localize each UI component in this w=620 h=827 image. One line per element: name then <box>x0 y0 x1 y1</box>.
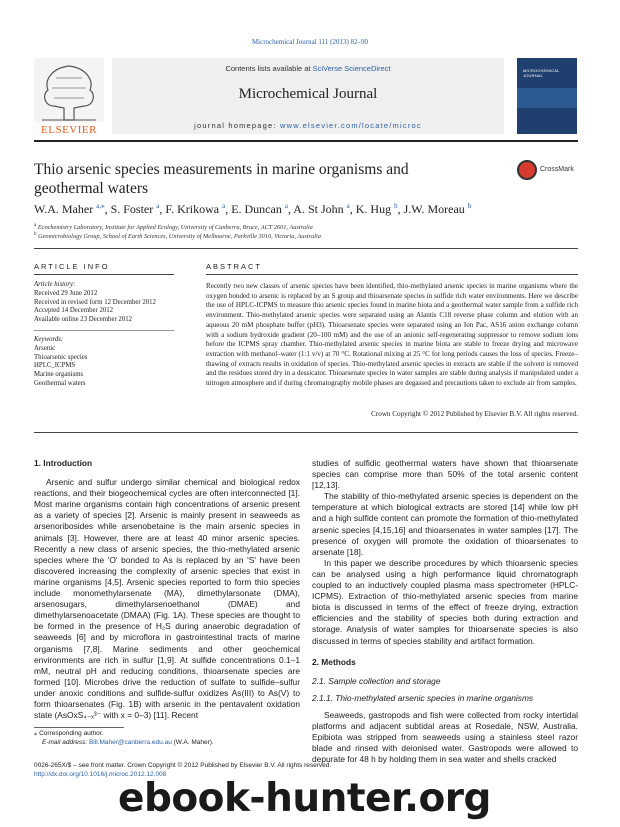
abstract-copyright: Crown Copyright © 2012 Published by Elsevier B.V. All rights reserved. <box>371 410 578 418</box>
article-history <box>34 281 174 325</box>
left-column <box>34 458 300 721</box>
article-info-rule <box>34 274 174 275</box>
cover-title: MICROCHEMICAL JOURNAL <box>523 68 560 78</box>
body-paragraph: Seaweeds, gastropods and fish were collected from rocky intertidal platforms and adjacent subtidal areas at Rosedale, NSW, Australia. Epibiota was stripped from seaweeds using a stainless steel razor blade and rinsed with deionised water. Gastropods were allowed to depurate for 48 h by holding them in sea water and shells cracked <box>312 709 578 765</box>
journal-cover-thumbnail <box>517 58 577 134</box>
author[interactable]: A. St John $^a$ <box>293 202 350 216</box>
history-item: Available online 23 December 2012 <box>34 316 133 324</box>
article-title: Thio arsenic species measurements in marine organisms and geothermal waters <box>34 161 409 197</box>
history-item: Received in revised form 12 December 2012 <box>34 298 156 306</box>
journal-homepage <box>112 121 504 130</box>
history-label: Article history: <box>34 281 76 288</box>
journal-reference[interactable]: Microchemical Journal 111 (2013) 82–90 <box>251 38 369 46</box>
issn-line: 0026-265X/$ – see front matter. Crown Copyright © 2012 Published by Elsevier B.V. All rights reserved. <box>34 762 332 769</box>
doi-link[interactable]: http://dx.doi.org/10.1016/j.microc.2012.12.008 <box>34 770 167 778</box>
affiliation: $^a$ Ecochemistry Laboratory, Institute for Applied Ecology, University of Canberra, Bruce, ACT 2601, Australia <box>34 223 313 232</box>
author[interactable]: W.A. Maher $^{a,⁎}$ <box>34 202 105 216</box>
introduction-paragraph: Arsenic and sulfur undergo similar chemical and biological redox reactions, and their biogeochemical cycles are often interconnected [1]. Most marine organisms contain high concentrations of arsenic present as a variety of species [2]. Arsenic is mainly present in seaweeds as arsenoribosides while arsenobetaine is the main arsenic species in animals [3]. However, there are at least 40 minor arsenic species. Recently a new class of arsenic species, the thio-methylated arsenic species where the 'O' bonded to As is replaced by an 'S' have been discovered increasing the complexity of arsenic species that exist in marine organisms [4,5]. Arsenic species reported to form thio species include monomethylarsenate (MA), dimethylarsonate (DMA), arsenosugars, dimethylarsenoethanol (DMAE) and dimethylarsenoacetate (DMAA) (Fig. 1A). These species are thought to be formed in the presence of H₂S during anaerobic degradation of seaweeds [6] and by microflora in gastrointestinal tracts of marine organisms [7,8]. Marine sediments and other geochemical environments are rich in sulfur [1,9]. At sulfide concentrations 0.1–1 mM, neutral pH and reducing conditions, thioarsenate species are formed [10]. Microbes drive the reduction of sulfate to sulfide–sulfur under anoxic conditions and sulfide-sulfur oxidizes As(III) to As(V) to form thioarsenates (Fig. 1B) with arsenic in the pentavalent oxidation state (AsOxS₄₋ₓ³⁻ with x = 0–3) [11]. Recent <box>34 477 300 721</box>
keyword: Thioarsenic species <box>34 353 88 361</box>
contents-line <box>112 64 504 73</box>
author[interactable]: S. Foster $^a$ <box>110 202 160 216</box>
author-list: W.A. Maher $^{a,⁎}$, S. Foster $^a$, F. Krikowa $^a$, E. Duncan $^a$, A. St John $^a$, K. Hug $^b$, J.W. Moreau $^b$ <box>34 202 472 216</box>
footnote-text: Corresponding author. <box>39 730 104 737</box>
keyword: Marine organisms <box>34 371 84 379</box>
body-paragraph: The stability of thio-methylated arsenic species is dependent on the temperature at which biological extracts are stored [14] while low pH and a high sulfide content can promote the formation of thio-methylated arsenic species [4,15,16] and thioarsenates in water samples [17]. The presence of oxygen will promote the oxidation of thioarsenates to arsenate [18]. <box>312 491 578 557</box>
author[interactable]: F. Krikowa $^a$ <box>165 202 226 216</box>
abstract-heading: ABSTRACT <box>206 262 263 271</box>
affiliation-divider <box>34 248 578 249</box>
author[interactable]: E. Duncan $^a$ <box>231 202 288 216</box>
subsubsection-heading: 2.1.1. Thio-methylated arsenic species in marine organisms <box>312 692 534 703</box>
contents-prefix: Contents lists available at <box>225 64 313 73</box>
body-paragraph: studies of sulfidic geothermal waters have shown that thioarsenate species can comprise more than 50% of the total arsenic content [12,13]. <box>312 458 578 491</box>
affiliation: $^b$ Geomicrobiology Group, School of Earth Sciences, University of Melbourne, Parkville 3010, Victoria, Australia <box>34 232 321 241</box>
info-separator <box>34 330 174 331</box>
right-column <box>312 458 578 765</box>
sciencedirect-link[interactable]: SciVerse ScienceDirect <box>312 64 391 73</box>
author[interactable]: K. Hug $^b$ <box>355 202 398 216</box>
introduction-heading: 1. Introduction <box>34 458 93 468</box>
keywords-label: Keywords: <box>34 336 64 343</box>
homepage-prefix: journal homepage: <box>194 121 280 130</box>
header-divider <box>34 140 578 142</box>
keyword: Arsenic <box>34 344 56 352</box>
journal-header <box>112 58 504 134</box>
abstract-text: Recently two new classes of arsenic species have been identified, thio-methylated arsenic species in marine organisms where the oxygen bonded to arsenic is replaced by an S group and thioarsenate species in sulfide rich water environments. Here we describe the use of HPLC-ICPMS to measure thio arsenic species found in marine biota and a geothermal water sample from a sulfide rich environment. Thio-methylated arsenic species were separated using an Alantis C18 reverse phase column and elution with an aqueous 20 mM phosphate buffer (pH3). Thioarsenate species were separated using an Ion Pac, AS16 anion exchange column with a sodium hydroxide gradient (20–100 mM) and the use of an anionic self-regenerating suppressor to remove sodium ions before the ICPMS spray chamber. Thio-methylated arsenic species in marine biota are stable to freeze drying and microwave extraction with methanol–water (1:1 v/v) at 70 °C. Rotational mixing at 25 °C for long periods causes the loss of species. Freeze–thawing of extracts results in oxidation of species. Thio-methylated arsenic species in extracts are stable if the solvent is removed and the residues stored dry in a dessicator. Thioarsenate species in water samples are stable during analysis if manipulated under a nitrogen atmosphere and if during chromatography mobile phases are degassed and precautions taken to exclude air from samples. <box>206 282 578 388</box>
footnote-marker: ⁎ <box>34 730 38 737</box>
author[interactable]: J.W. Moreau $^b$ <box>403 202 472 216</box>
article-info-heading: ARTICLE INFO <box>34 262 110 271</box>
keywords <box>34 336 174 389</box>
subsection-heading: 2.1. Sample collection and storage <box>312 675 441 686</box>
crossmark-label: CrossMark <box>540 166 574 173</box>
publisher-name: ELSEVIER <box>41 124 97 136</box>
keyword: Geothermal waters <box>34 379 86 387</box>
crossmark-badge[interactable] <box>517 160 579 180</box>
keyword: HPLC_ICPMS <box>34 362 76 370</box>
history-item: Received 29 June 2012 <box>34 289 98 297</box>
journal-title: Microchemical Journal <box>238 86 378 102</box>
history-item: Accepted 14 December 2012 <box>34 307 114 315</box>
methods-heading: 2. Methods <box>312 656 356 667</box>
email-label: E-mail address: <box>42 738 89 746</box>
homepage-link[interactable]: www.elsevier.com/locate/microc <box>279 121 422 130</box>
crossmark-icon <box>517 160 537 180</box>
corresponding-author-footnote <box>34 730 300 747</box>
footnote-rule <box>34 727 124 728</box>
email-suffix: (W.A. Maher). <box>171 738 214 746</box>
watermark-text: ebook-hunter.org <box>118 776 491 821</box>
author-email-link[interactable]: Bill.Maher@canberra.edu.au <box>88 738 172 746</box>
abstract-rule <box>206 274 578 275</box>
abstract-divider <box>34 432 578 433</box>
body-paragraph: In this paper we describe procedures by which thioarsenic species can be analysed using a high performance liquid chromatograph coupled to an inductively coupled plasma mass spectrometer (HPLC-ICPMS). Extraction of thio-methylated arsenic species from marine biota is discussed in terms of the effect of freeze drying, extraction efficiencies and the stability of species both during extraction and storage. Analysis of water samples for thioarsenate species is also discussed in terms of species stability and artifact formation. <box>312 557 578 646</box>
